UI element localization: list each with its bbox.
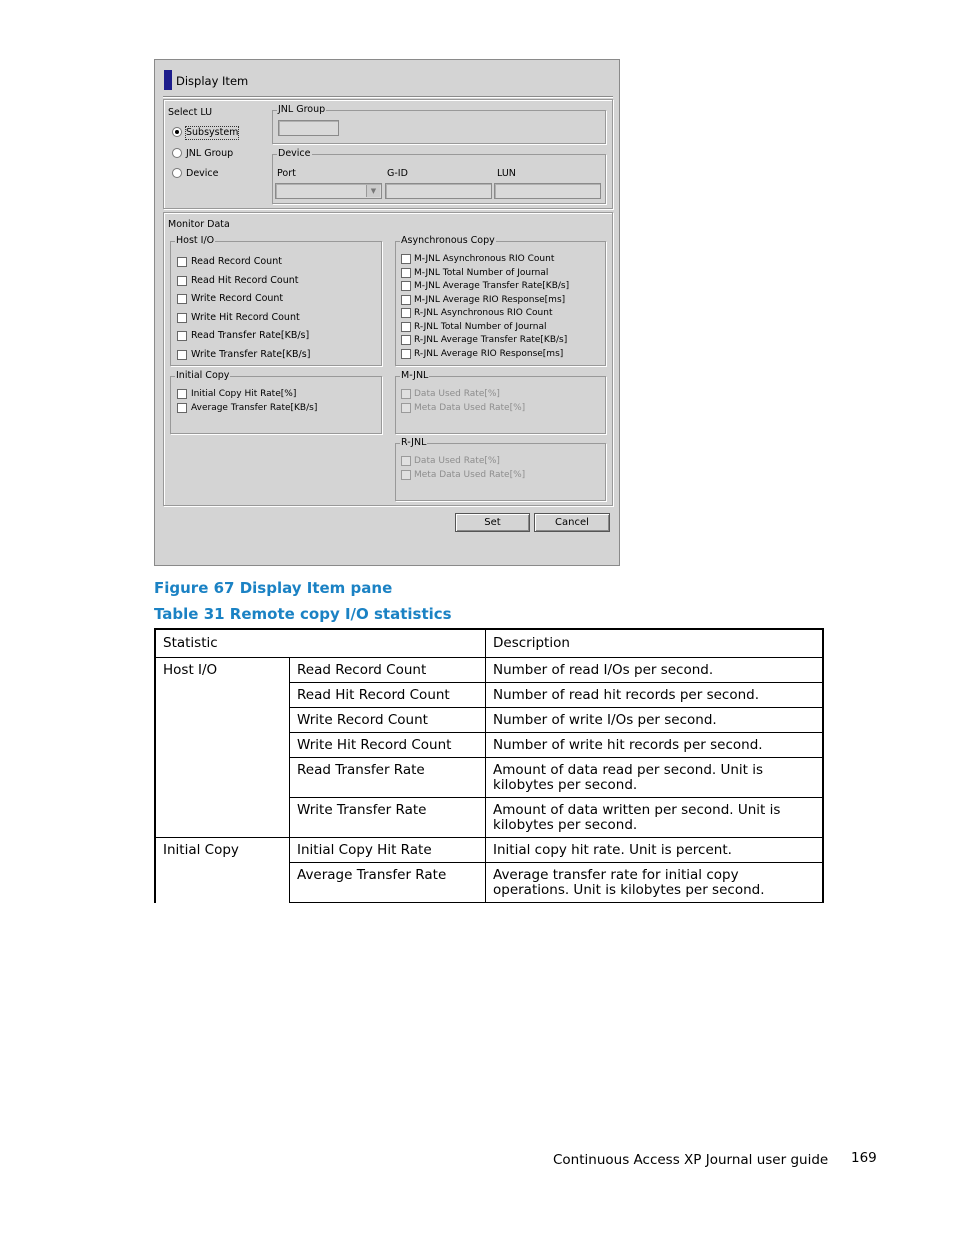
stat-cell: Write Transfer Rate (290, 798, 486, 838)
checkbox-mjnl-data-used-rate[interactable] (401, 389, 411, 399)
cancel-button[interactable]: Cancel (534, 513, 610, 532)
initial-copy-legend: Initial Copy (176, 370, 230, 381)
checkbox-label: Data Used Rate[%] (414, 456, 500, 466)
checkbox-read-record-count[interactable] (177, 257, 187, 267)
checkbox-rjnl-total-journal[interactable] (401, 322, 411, 332)
stat-cell: Write Record Count (290, 708, 486, 733)
checkbox-read-hit-record-count[interactable] (177, 276, 187, 286)
display-item-pane (154, 59, 620, 566)
table-caption: Table 31 Remote copy I/O statistics (154, 605, 452, 623)
checkbox-label: Meta Data Used Rate[%] (414, 470, 526, 480)
checkbox-label: Write Hit Record Count (191, 312, 300, 323)
checkbox-rjnl-avg-transfer-rate[interactable] (401, 335, 411, 345)
figure-caption: Figure 67 Display Item pane (154, 579, 393, 597)
checkbox-label: Meta Data Used Rate[%] (414, 403, 526, 413)
checkbox-label: Write Record Count (191, 293, 284, 304)
lun-label: LUN (497, 168, 516, 179)
radio-device-label[interactable]: Device (186, 168, 219, 179)
checkbox-label: Read Record Count (191, 256, 282, 267)
port-dropdown[interactable] (275, 183, 382, 199)
desc-cell: Average transfer rate for initial copy operations. Unit is kilobytes per second. (486, 863, 824, 903)
desc-cell: Amount of data read per second. Unit is kilobytes per second. (486, 758, 824, 798)
checkbox-label: R-JNL Average Transfer Rate[KB/s] (414, 335, 568, 345)
page-number: 169 (851, 1150, 877, 1166)
checkbox-label: R-JNL Asynchronous RIO Count (414, 308, 553, 318)
checkbox-label: Read Hit Record Count (191, 275, 299, 286)
m-jnl-legend: M-JNL (401, 370, 429, 381)
checkbox-label: M-JNL Total Number of Journal (414, 268, 549, 278)
chevron-down-icon[interactable]: ▼ (366, 185, 380, 197)
title-accent-bar (164, 70, 172, 90)
stat-cell: Read Record Count (290, 658, 486, 683)
stat-cell: Read Transfer Rate (290, 758, 486, 798)
port-label: Port (277, 168, 296, 179)
radio-jnl-group[interactable] (172, 148, 182, 158)
stat-cell: Average Transfer Rate (290, 863, 486, 903)
async-copy-legend: Asynchronous Copy (401, 235, 495, 246)
gid-label: G-ID (387, 168, 408, 179)
desc-cell: Initial copy hit rate. Unit is percent. (486, 838, 824, 863)
select-lu-label: Select LU (168, 107, 213, 118)
desc-cell: Amount of data written per second. Unit is kilobytes per second. (486, 798, 824, 838)
stat-cell: Write Hit Record Count (290, 733, 486, 758)
radio-subsystem-label[interactable]: Subsystem (186, 127, 239, 138)
jnl-group-legend: JNL Group (278, 104, 326, 115)
checkbox-rjnl-avg-rio-response[interactable] (401, 349, 411, 359)
gid-field[interactable] (385, 183, 492, 199)
jnl-group-field[interactable] (278, 120, 339, 136)
title-divider (163, 96, 613, 98)
checkbox-label: Data Used Rate[%] (414, 389, 500, 399)
set-button[interactable]: Set (455, 513, 530, 532)
checkbox-rjnl-meta-data-used-rate[interactable] (401, 470, 411, 480)
desc-cell: Number of write hit records per second. (486, 733, 824, 758)
checkbox-mjnl-meta-data-used-rate[interactable] (401, 403, 411, 413)
table-row (155, 838, 823, 863)
pane-title: Display Item (176, 74, 249, 88)
remote-copy-io-statistics-table (154, 628, 824, 903)
checkbox-label: R-JNL Average RIO Response[ms] (414, 349, 564, 359)
checkbox-read-transfer-rate[interactable] (177, 331, 187, 341)
r-jnl-legend: R-JNL (401, 437, 427, 448)
footer-guide-title: Continuous Access XP Journal user guide (553, 1152, 829, 1168)
checkbox-mjnl-avg-rio-response[interactable] (401, 295, 411, 305)
checkbox-write-hit-record-count[interactable] (177, 313, 187, 323)
desc-cell: Number of write I/Os per second. (486, 708, 824, 733)
desc-cell: Number of read I/Os per second. (486, 658, 824, 683)
radio-subsystem[interactable] (172, 127, 182, 137)
checkbox-rjnl-data-used-rate[interactable] (401, 456, 411, 466)
checkbox-label: M-JNL Average RIO Response[ms] (414, 295, 566, 305)
checkbox-mjnl-total-journal[interactable] (401, 268, 411, 278)
host-io-legend: Host I/O (176, 235, 215, 246)
radio-device[interactable] (172, 168, 182, 178)
checkbox-label: Average Transfer Rate[KB/s] (191, 403, 318, 413)
stat-cell: Initial Copy Hit Rate (290, 838, 486, 863)
group-initial-copy: Initial Copy (155, 838, 290, 903)
table-header-row (155, 629, 823, 658)
stat-cell: Read Hit Record Count (290, 683, 486, 708)
checkbox-label: Write Transfer Rate[KB/s] (191, 349, 311, 360)
desc-cell: Number of read hit records per second. (486, 683, 824, 708)
checkbox-label: Initial Copy Hit Rate[%] (191, 389, 297, 399)
table-row (155, 658, 823, 683)
radio-jnl-group-label[interactable]: JNL Group (186, 148, 234, 159)
header-description: Description (486, 629, 824, 658)
monitor-data-label: Monitor Data (168, 219, 230, 230)
checkbox-mjnl-async-rio-count[interactable] (401, 254, 411, 264)
group-host-io: Host I/O (155, 658, 290, 838)
checkbox-write-record-count[interactable] (177, 294, 187, 304)
checkbox-label: M-JNL Average Transfer Rate[KB/s] (414, 281, 570, 291)
checkbox-initial-copy-hit-rate[interactable] (177, 389, 187, 399)
checkbox-mjnl-avg-transfer-rate[interactable] (401, 281, 411, 291)
checkbox-label: M-JNL Asynchronous RIO Count (414, 254, 555, 264)
checkbox-write-transfer-rate[interactable] (177, 350, 187, 360)
checkbox-rjnl-async-rio-count[interactable] (401, 308, 411, 318)
checkbox-label: R-JNL Total Number of Journal (414, 322, 547, 332)
device-legend: Device (278, 148, 311, 159)
header-statistic: Statistic (155, 629, 486, 658)
checkbox-avg-transfer-rate[interactable] (177, 403, 187, 413)
checkbox-label: Read Transfer Rate[KB/s] (191, 330, 310, 341)
lun-field[interactable] (494, 183, 601, 199)
